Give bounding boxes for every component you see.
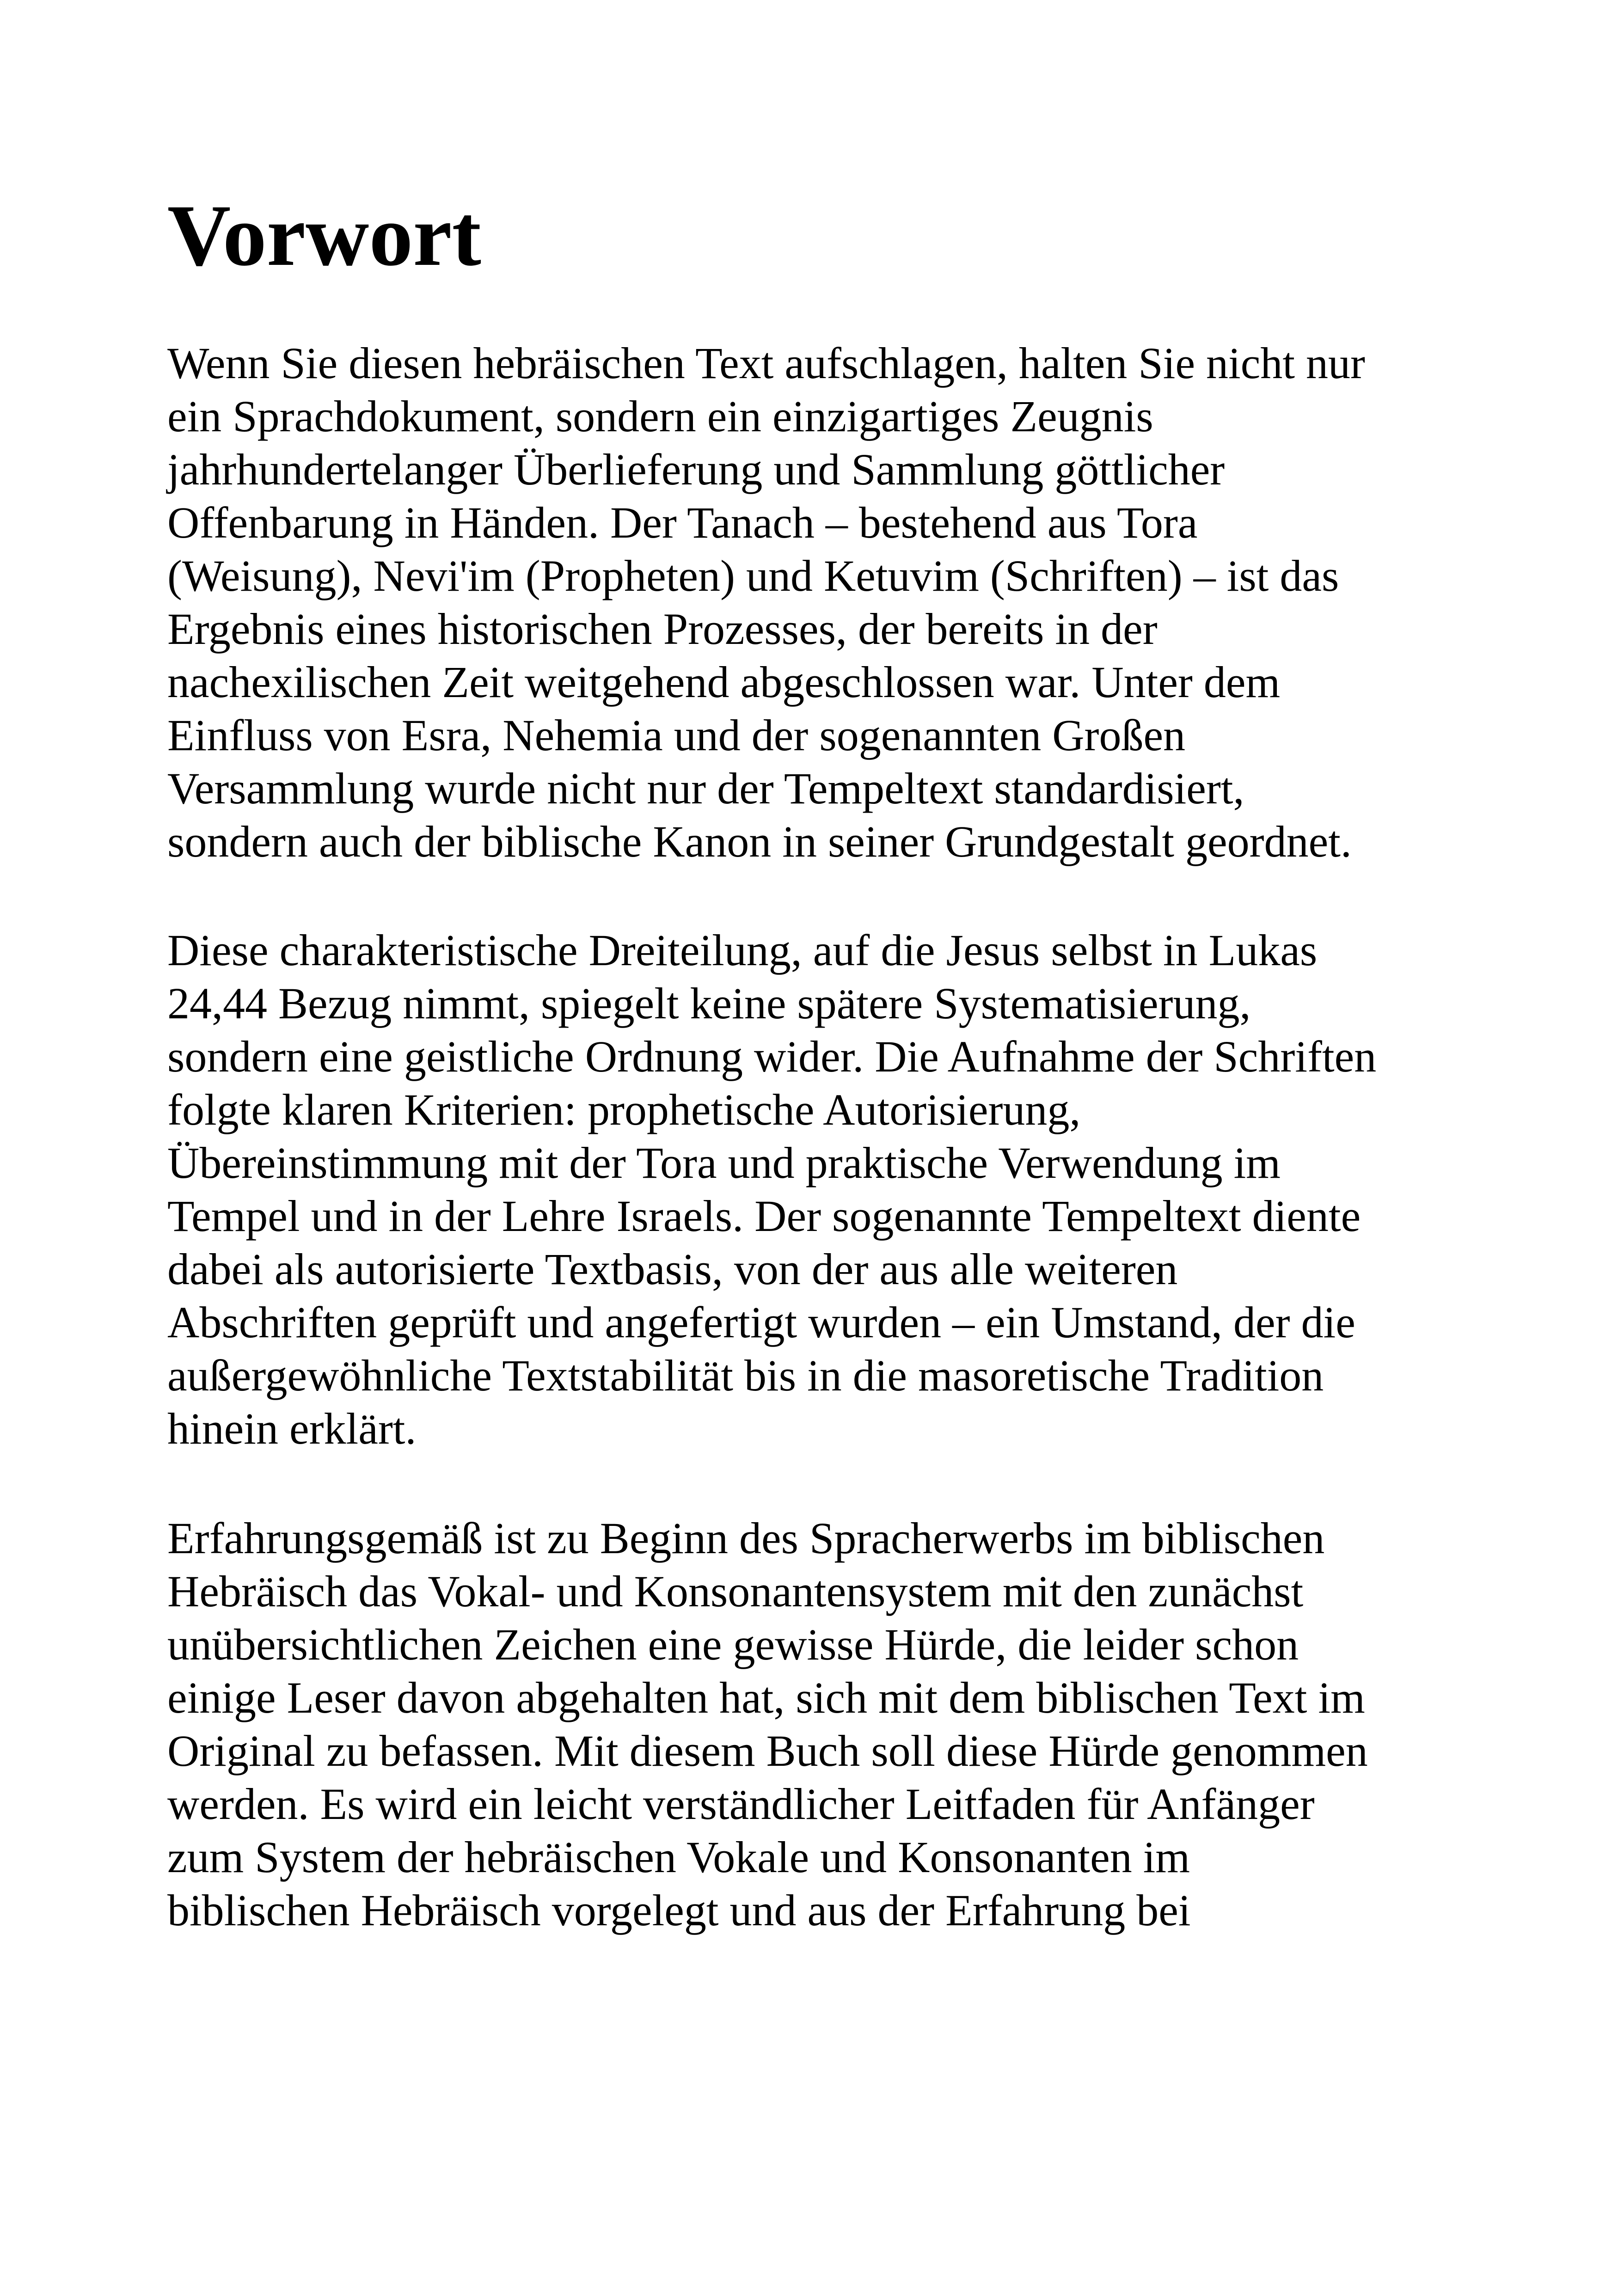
text-line: hinein erklärt. (167, 1404, 417, 1453)
text-line: Hebräisch das Vokal- und Konsonantensystem mit den zunächst (167, 1567, 1304, 1616)
text-line: Erfahrungsgemäß ist zu Beginn des Spracherwerbs im biblischen (167, 1513, 1325, 1563)
text-line: unübersichtlichen Zeichen eine gewisse Hürde, die leider schon (167, 1620, 1299, 1669)
text-line: außergewöhnliche Textstabilität bis in die masoretische Tradition (167, 1351, 1324, 1400)
text-line: Übereinstimmung mit der Tora und praktische Verwendung im (167, 1138, 1281, 1188)
text-line: zum System der hebräischen Vokale und Konsonanten im (167, 1832, 1190, 1882)
text-line: folgte klaren Kriterien: prophetische Autorisierung, (167, 1085, 1081, 1134)
text-line: 24,44 Bezug nimmt, spiegelt keine spätere Systematisierung, (167, 979, 1251, 1028)
text-line: ein Sprachdokument, sondern ein einzigartiges Zeugnis (167, 392, 1153, 441)
text-line: Einfluss von Esra, Nehemia und der sogenannten Großen (167, 710, 1186, 760)
paragraph-3 (167, 1512, 1368, 1937)
page-title: Vorwort (167, 187, 481, 284)
text-line: Offenbarung in Händen. Der Tanach – bestehend aus Tora (167, 498, 1198, 547)
text-line: sondern auch der biblische Kanon in seiner Grundgestalt geordnet. (167, 817, 1352, 866)
text-line: Original zu befassen. Mit diesem Buch soll diese Hürde genommen (167, 1726, 1368, 1776)
text-line: dabei als autorisierte Textbasis, von der aus alle weiteren (167, 1244, 1178, 1294)
text-line: Tempel und in der Lehre Israels. Der sogenannte Tempeltext diente (167, 1191, 1361, 1241)
text-line: Wenn Sie diesen hebräischen Text aufschlagen, halten Sie nicht nur (167, 338, 1365, 388)
text-line: jahrhundertelanger Überlieferung und Sammlung göttlicher (167, 445, 1225, 494)
paragraph-1 (167, 337, 1365, 868)
text-line: sondern eine geistliche Ordnung wider. Die Aufnahme der Schriften (167, 1032, 1377, 1081)
text-line: einige Leser davon abgehalten hat, sich mit dem biblischen Text im (167, 1673, 1365, 1722)
text-line: Abschriften geprüft und angefertigt wurden – ein Umstand, der die (167, 1298, 1355, 1347)
paragraph-2 (167, 924, 1376, 1455)
text-line: (Weisung), Nevi'im (Propheten) und Ketuvim (Schriften) – ist das (167, 551, 1339, 600)
text-line: werden. Es wird ein leicht verständlicher Leitfaden für Anfänger (167, 1779, 1315, 1829)
text-line: Diese charakteristische Dreiteilung, auf die Jesus selbst in Lukas (167, 925, 1318, 975)
text-line: Versammlung wurde nicht nur der Tempeltext standardisiert, (167, 764, 1244, 813)
text-line: biblischen Hebräisch vorgelegt und aus der Erfahrung bei (167, 1886, 1191, 1935)
text-line: Ergebnis eines historischen Prozesses, der bereits in der (167, 604, 1158, 654)
text-line: nachexilischen Zeit weitgehend abgeschlossen war. Unter dem (167, 657, 1281, 707)
